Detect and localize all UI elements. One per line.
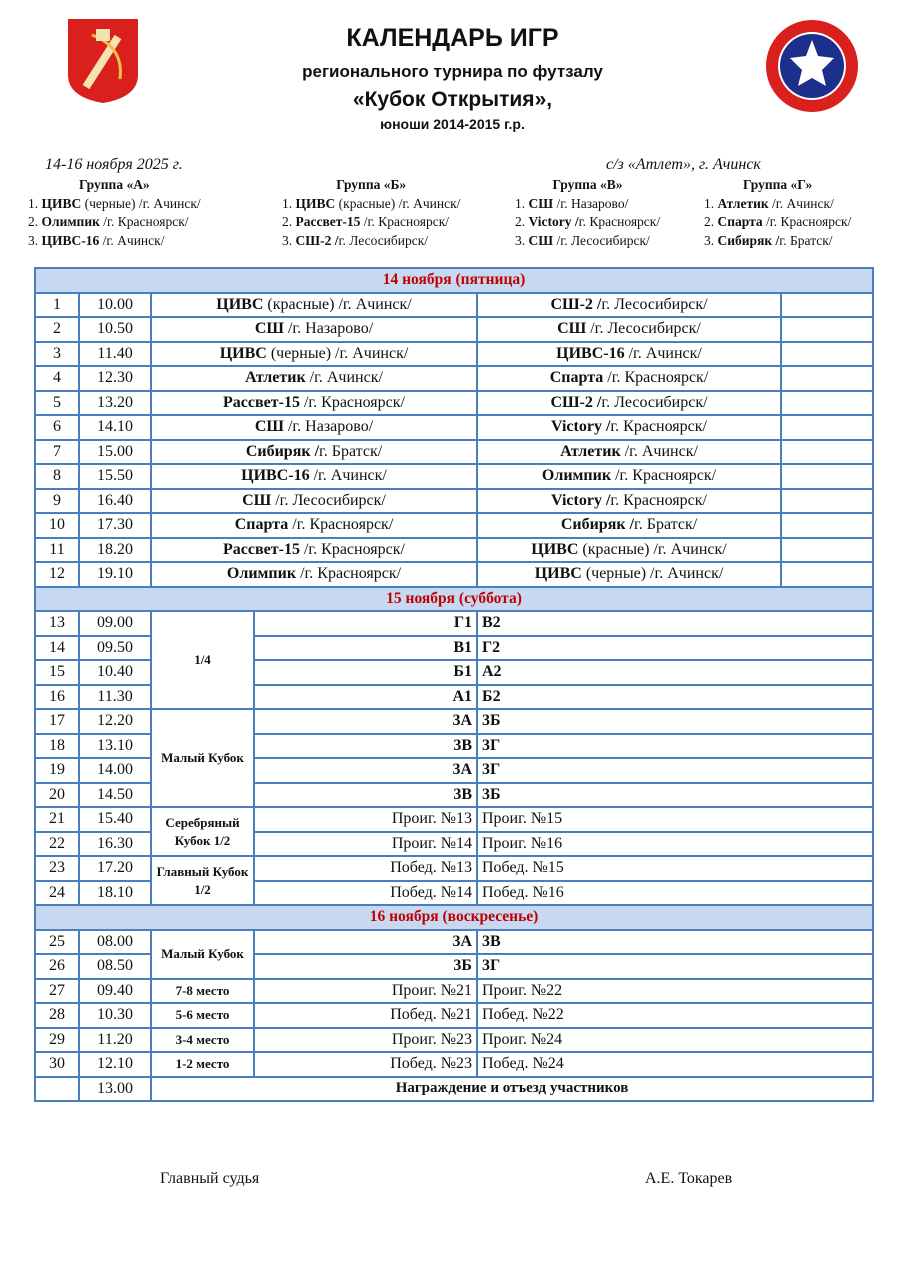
game-time: 15.40: [79, 807, 151, 832]
away-slot: Проиг. №24: [477, 1028, 873, 1053]
team-name: Олимпик: [41, 214, 100, 229]
game-number: 8: [35, 464, 79, 489]
home-team: [151, 513, 477, 538]
result-cell: [781, 342, 873, 367]
away-team: [477, 366, 781, 391]
team-city: /г. Лесосибирск/: [586, 320, 701, 338]
game-number: 13: [35, 611, 79, 636]
game-time: 10.50: [79, 317, 151, 342]
home-slot: Б1: [254, 660, 477, 685]
game-row: [35, 317, 873, 342]
home-slot: Г1: [254, 611, 477, 636]
game-number: 5: [35, 391, 79, 416]
team-city: г. Красноярск/: [578, 214, 661, 229]
game-time: 15.50: [79, 464, 151, 489]
team-name: Сибиряк /: [560, 516, 635, 534]
away-slot: А2: [477, 660, 873, 685]
team-name: СШ: [242, 491, 272, 509]
group-team: [282, 213, 460, 232]
home-team: [151, 342, 477, 367]
home-slot: 3Б: [254, 954, 477, 979]
team-name: Олимпик: [541, 467, 612, 485]
chief-referee-name: А.Е. Токарев: [645, 1170, 733, 1187]
away-slot: Побед. №22: [477, 1003, 873, 1028]
group-team: [704, 213, 851, 232]
result-cell: [781, 440, 873, 465]
team-name: СШ: [528, 195, 554, 211]
team-city: г. Братск/: [779, 232, 833, 248]
result-cell: [781, 489, 873, 514]
age-category: юноши 2014-2015 г.р.: [380, 116, 525, 132]
game-number: 18: [35, 734, 79, 759]
team-city: /г. Лесосибирск/: [553, 232, 650, 248]
game-time: 17.20: [79, 856, 151, 881]
team-city: г. Лесосибирск/: [601, 393, 708, 411]
team-city: /г. Красноярск/: [299, 540, 405, 558]
team-city: /г. Ачинск/: [305, 369, 383, 387]
game-row: [35, 391, 873, 416]
team-name: ЦИВС: [531, 540, 579, 558]
away-slot: Проиг. №15: [477, 807, 873, 832]
game-time: 13.20: [79, 391, 151, 416]
team-name: Рассвет-15: [223, 540, 300, 558]
game-row: [35, 562, 873, 587]
game-row: [35, 709, 873, 734]
game-number: 19: [35, 758, 79, 783]
game-time: 12.30: [79, 366, 151, 391]
game-row: [35, 930, 873, 955]
group-team: [282, 195, 460, 214]
away-team: [477, 415, 781, 440]
team-name: ЦИВС: [219, 344, 267, 362]
team-city: г. Лесосибирск/: [338, 232, 429, 248]
stage-label: 3-4 место: [151, 1028, 254, 1053]
game-number: 29: [35, 1028, 79, 1053]
away-team: [477, 489, 781, 514]
team-city: /г. Красноярск/: [611, 467, 717, 485]
game-number: 26: [35, 954, 79, 979]
game-time: 15.00: [79, 440, 151, 465]
game-row: [35, 856, 873, 881]
game-time: 09.50: [79, 636, 151, 661]
stage-label: 1/4: [151, 611, 254, 709]
game-time: 14.50: [79, 783, 151, 808]
team-name: ЦИВС: [534, 565, 582, 583]
away-slot: 3Б: [477, 783, 873, 808]
home-slot: 3А: [254, 709, 477, 734]
team-index: 1.: [704, 195, 718, 211]
game-number: [35, 1077, 79, 1102]
game-row: [35, 1028, 873, 1053]
team-name: Сибиряк /: [245, 442, 320, 460]
game-number: 11: [35, 538, 79, 563]
team-index: 2.: [515, 214, 529, 229]
team-name: Спарта: [549, 369, 604, 387]
result-cell: [781, 391, 873, 416]
team-index: 3.: [515, 232, 529, 248]
home-team: [151, 440, 477, 465]
game-row: [35, 1003, 873, 1028]
home-team: [151, 366, 477, 391]
team-index: 2.: [704, 214, 718, 229]
team-city: /г. Ачинск/: [620, 442, 698, 460]
team-name: СШ-2 /: [295, 232, 339, 248]
game-time: 17.30: [79, 513, 151, 538]
away-slot: Побед. №24: [477, 1052, 873, 1077]
stage-label: 7-8 место: [151, 979, 254, 1004]
stage-label: Малый Кубок: [151, 930, 254, 979]
team-name: Атлетик: [717, 195, 769, 211]
day-header-row: [35, 268, 873, 293]
game-number: 23: [35, 856, 79, 881]
team-name: ЦИВС: [41, 195, 82, 211]
team-name: Сибиряк /: [717, 232, 780, 248]
home-slot: Побед. №13: [254, 856, 477, 881]
team-city: /г. Красноярск/: [288, 516, 394, 534]
team-name: ЦИВС-16: [41, 232, 100, 248]
group-4: [704, 176, 851, 250]
team-city: /г. Красноярск/: [299, 393, 405, 411]
home-team: [151, 391, 477, 416]
team-name: Victory /: [528, 214, 579, 229]
game-time: 11.40: [79, 342, 151, 367]
away-slot: 3Б: [477, 709, 873, 734]
team-name: Спарта: [234, 516, 289, 534]
team-name: Атлетик: [560, 442, 621, 460]
stage-label: Серебряный Кубок 1/2: [151, 807, 254, 856]
game-time: 10.40: [79, 660, 151, 685]
team-city: /г. Ачинск/: [624, 344, 702, 362]
team-city: /г. Ачинск/: [309, 467, 387, 485]
group-team: [515, 195, 660, 214]
game-number: 16: [35, 685, 79, 710]
day-header-row: [35, 587, 873, 612]
group-title: Группа «Г»: [743, 177, 813, 192]
result-cell: [781, 317, 873, 342]
game-row: [35, 415, 873, 440]
subtitle: регионального турнира по футзалу: [302, 62, 603, 81]
away-slot: В2: [477, 611, 873, 636]
team-city: (красные) /г. Ачинск/: [263, 295, 412, 313]
game-number: 30: [35, 1052, 79, 1077]
game-time: 09.40: [79, 979, 151, 1004]
away-team: [477, 317, 781, 342]
group-team: [515, 213, 660, 232]
game-number: 27: [35, 979, 79, 1004]
day-title: 15 ноября (суббота): [35, 587, 873, 612]
team-city: (красные) /г. Ачинск/: [335, 195, 461, 211]
team-city: /г. Назарово/: [553, 195, 629, 211]
home-slot: Побед. №23: [254, 1052, 477, 1077]
home-slot: Проиг. №14: [254, 832, 477, 857]
away-team: [477, 562, 781, 587]
game-time: 18.20: [79, 538, 151, 563]
game-number: 10: [35, 513, 79, 538]
game-number: 22: [35, 832, 79, 857]
game-time: 11.30: [79, 685, 151, 710]
team-name: СШ: [557, 320, 587, 338]
away-team: [477, 440, 781, 465]
home-slot: А1: [254, 685, 477, 710]
team-index: 1.: [282, 195, 296, 211]
team-city: /г. Ачинск/: [768, 195, 834, 211]
result-cell: [781, 293, 873, 318]
home-team: [151, 293, 477, 318]
game-number: 17: [35, 709, 79, 734]
game-number: 2: [35, 317, 79, 342]
away-slot: 3Г: [477, 758, 873, 783]
game-number: 3: [35, 342, 79, 367]
team-city: г. Красноярск/: [610, 491, 707, 509]
team-city: /г. Красноярск/: [603, 369, 709, 387]
team-name: Victory /: [551, 418, 611, 436]
team-city: (черные) /г. Ачинск/: [81, 195, 201, 211]
game-row: [35, 611, 873, 636]
team-index: 2.: [28, 214, 42, 229]
away-slot: Г2: [477, 636, 873, 661]
team-city: /г. Красноярск/: [99, 214, 189, 229]
game-row: [35, 807, 873, 832]
game-row: [35, 366, 873, 391]
team-city: (черные) /г. Ачинск/: [266, 344, 409, 362]
group-team: [515, 232, 660, 251]
game-time: 10.00: [79, 293, 151, 318]
group-title: Группа «Б»: [336, 177, 407, 192]
schedule-table: [34, 267, 874, 1102]
team-index: 1.: [515, 195, 529, 211]
cup-name: «Кубок Открытия»,: [352, 88, 553, 111]
team-name: СШ-2 /: [550, 295, 602, 313]
game-number: 15: [35, 660, 79, 685]
team-city: (красные) /г. Ачинск/: [578, 540, 727, 558]
result-cell: [781, 538, 873, 563]
game-time: 16.40: [79, 489, 151, 514]
team-city: /г. Красноярск/: [296, 565, 402, 583]
away-slot: Побед. №16: [477, 881, 873, 906]
game-number: 24: [35, 881, 79, 906]
team-index: 3.: [704, 232, 718, 248]
game-row: [35, 342, 873, 367]
group-1: [28, 176, 201, 250]
game-row: [35, 489, 873, 514]
home-slot: 3В: [254, 783, 477, 808]
home-slot: 3В: [254, 734, 477, 759]
closing-time: 13.00: [79, 1077, 151, 1102]
home-slot: В1: [254, 636, 477, 661]
away-slot: Проиг. №22: [477, 979, 873, 1004]
home-slot: 3А: [254, 930, 477, 955]
home-slot: Побед. №21: [254, 1003, 477, 1028]
group-team: [282, 232, 460, 251]
stage-label: Малый Кубок: [151, 709, 254, 807]
group-team: [704, 195, 851, 214]
game-time: 08.50: [79, 954, 151, 979]
away-team: [477, 293, 781, 318]
game-time: 16.30: [79, 832, 151, 857]
team-name: Рассвет-15: [295, 214, 361, 229]
stage-label: 5-6 место: [151, 1003, 254, 1028]
home-slot: Проиг. №21: [254, 979, 477, 1004]
stage-label: 1-2 место: [151, 1052, 254, 1077]
team-name: СШ: [528, 232, 554, 248]
team-city: /г. Красноярск/: [360, 214, 449, 229]
team-index: 2.: [282, 214, 296, 229]
game-number: 12: [35, 562, 79, 587]
team-name: Спарта: [717, 214, 763, 229]
team-city: /г. Назарово/: [283, 418, 374, 436]
away-slot: 3В: [477, 930, 873, 955]
away-slot: Проиг. №16: [477, 832, 873, 857]
team-name: ЦИВС-16: [556, 344, 625, 362]
away-slot: 3Г: [477, 954, 873, 979]
game-row: [35, 1052, 873, 1077]
team-name: СШ: [254, 418, 284, 436]
stage-label: Главный Кубок 1/2: [151, 856, 254, 905]
home-team: [151, 562, 477, 587]
team-name: Олимпик: [226, 565, 297, 583]
group-team: [28, 213, 201, 232]
chief-referee-label: Главный судья: [160, 1170, 260, 1187]
game-time: 10.30: [79, 1003, 151, 1028]
page-title: КАЛЕНДАРЬ ИГР: [346, 24, 559, 52]
day-header-row: [35, 905, 873, 930]
group-team: [704, 232, 851, 251]
game-row: [35, 979, 873, 1004]
home-slot: 3А: [254, 758, 477, 783]
team-name: Атлетик: [245, 369, 306, 387]
day-title: 16 ноября (воскресенье): [35, 905, 873, 930]
home-slot: Побед. №14: [254, 881, 477, 906]
group-team: [28, 195, 201, 214]
away-team: [477, 342, 781, 367]
away-team: [477, 391, 781, 416]
game-number: 7: [35, 440, 79, 465]
team-index: 1.: [28, 195, 42, 211]
result-cell: [781, 415, 873, 440]
group-2: [282, 176, 460, 250]
result-cell: [781, 464, 873, 489]
group-title: Группа «А»: [78, 177, 150, 192]
team-name: Victory /: [551, 491, 611, 509]
closing-text: Награждение и отъезд участников: [151, 1077, 873, 1102]
home-team: [151, 464, 477, 489]
team-name: ЦИВС-16: [241, 467, 310, 485]
group-team: [28, 232, 201, 251]
group-3: [515, 176, 660, 250]
team-name: СШ-2 /: [550, 393, 602, 411]
game-number: 6: [35, 415, 79, 440]
team-city: /г. Лесосибирск/: [271, 491, 386, 509]
home-slot: Проиг. №13: [254, 807, 477, 832]
team-name: ЦИВС: [216, 295, 264, 313]
group-title: Группа «В»: [552, 177, 623, 192]
game-time: 11.20: [79, 1028, 151, 1053]
game-number: 21: [35, 807, 79, 832]
game-number: 28: [35, 1003, 79, 1028]
team-name: СШ: [254, 320, 284, 338]
game-number: 14: [35, 636, 79, 661]
tournament-dates: 14-16 ноября 2025 г.: [45, 156, 183, 173]
game-time: 18.10: [79, 881, 151, 906]
home-team: [151, 317, 477, 342]
result-cell: [781, 366, 873, 391]
team-city: /г. Назарово/: [283, 320, 374, 338]
away-team: [477, 538, 781, 563]
team-city: г. Красноярск/: [610, 418, 707, 436]
game-time: 13.10: [79, 734, 151, 759]
game-number: 4: [35, 366, 79, 391]
team-index: 3.: [28, 232, 42, 248]
game-row: [35, 538, 873, 563]
game-row: [35, 293, 873, 318]
team-city: г. Братск/: [319, 442, 383, 460]
game-time: 14.00: [79, 758, 151, 783]
day-title: 14 ноября (пятница): [35, 268, 873, 293]
game-time: 19.10: [79, 562, 151, 587]
home-team: [151, 538, 477, 563]
away-slot: Б2: [477, 685, 873, 710]
game-row: [35, 440, 873, 465]
game-time: 09.00: [79, 611, 151, 636]
result-cell: [781, 513, 873, 538]
game-time: 14.10: [79, 415, 151, 440]
team-city: /г. Ачинск/: [99, 232, 165, 248]
away-team: [477, 464, 781, 489]
team-name: Рассвет-15: [223, 393, 300, 411]
away-slot: 3Г: [477, 734, 873, 759]
game-row: [35, 513, 873, 538]
team-city: (черные) /г. Ачинск/: [581, 565, 724, 583]
result-cell: [781, 562, 873, 587]
team-city: г. Братск/: [634, 516, 698, 534]
team-index: 3.: [282, 232, 296, 248]
home-team: [151, 489, 477, 514]
venue: с/з «Атлет», г. Ачинск: [606, 156, 761, 173]
closing-row: [35, 1077, 873, 1102]
away-slot: Побед. №15: [477, 856, 873, 881]
game-time: 12.10: [79, 1052, 151, 1077]
game-number: 1: [35, 293, 79, 318]
home-team: [151, 415, 477, 440]
away-team: [477, 513, 781, 538]
team-city: г. Лесосибирск/: [601, 295, 708, 313]
game-number: 25: [35, 930, 79, 955]
game-row: [35, 464, 873, 489]
game-time: 12.20: [79, 709, 151, 734]
game-number: 20: [35, 783, 79, 808]
home-slot: Проиг. №23: [254, 1028, 477, 1053]
game-number: 9: [35, 489, 79, 514]
team-city: /г. Красноярск/: [762, 214, 852, 229]
game-time: 08.00: [79, 930, 151, 955]
team-name: ЦИВС: [295, 195, 336, 211]
